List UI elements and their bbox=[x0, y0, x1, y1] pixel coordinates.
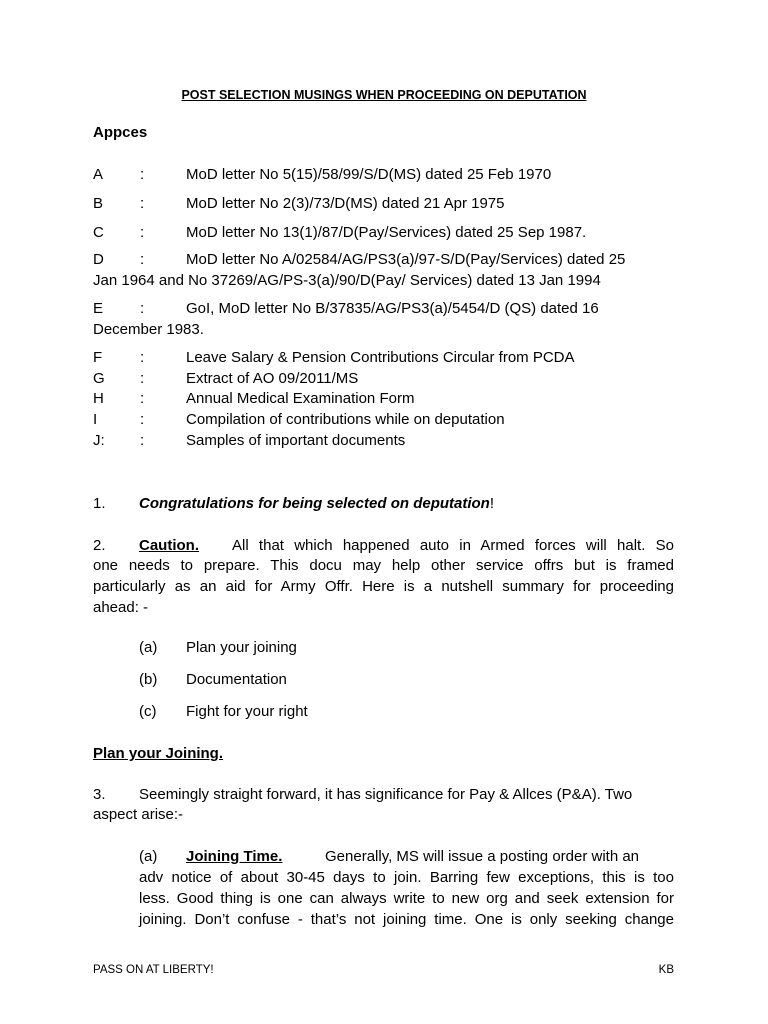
appendix-colon: : bbox=[140, 224, 145, 241]
appendix-label: D bbox=[93, 251, 104, 268]
paragraph-2-line4: ahead: - bbox=[93, 599, 149, 616]
appendix-label: I bbox=[93, 411, 98, 428]
paragraph-number: 1. bbox=[93, 495, 106, 512]
subparagraph-3a-line3: less. Good thing is one can always write to new org and seek extension for bbox=[139, 890, 674, 907]
joining-time-heading: Joining Time. bbox=[186, 848, 283, 865]
paragraph-1-tail: ! bbox=[489, 495, 495, 512]
summary-label: (a) bbox=[139, 639, 158, 656]
paragraph-1-text: Congratulations for being selected on deputation bbox=[139, 495, 490, 512]
paragraph-3-line2: aspect arise:- bbox=[93, 806, 184, 823]
summary-item bbox=[139, 701, 674, 722]
appendix-label: C bbox=[93, 224, 104, 241]
subparagraph-3a-line bbox=[139, 846, 674, 867]
summary-text: Documentation bbox=[186, 671, 287, 688]
appendices-heading: Appces bbox=[93, 124, 148, 141]
appendix-text: Leave Salary & Pension Contributions Circular from PCDA bbox=[186, 349, 575, 366]
section-heading: Plan your Joining. bbox=[93, 745, 224, 762]
appendix-colon: : bbox=[140, 349, 145, 366]
appendix-text: Samples of important documents bbox=[186, 432, 406, 449]
summary-item bbox=[139, 669, 674, 690]
appendix-label: B bbox=[93, 195, 104, 212]
appendix-label: H bbox=[93, 390, 104, 407]
appendix-text: MoD letter No A/02584/AG/PS3(a)/97-S/D(Pay/Services) dated 25 bbox=[186, 251, 626, 268]
paragraph-1-text-wrap bbox=[139, 493, 494, 514]
subparagraph-3a-line2: adv notice of about 30-45 days to join. Barring few exceptions, this is too bbox=[139, 869, 674, 886]
appendix-text: Annual Medical Examination Form bbox=[186, 390, 415, 407]
appendix-text: MoD letter No 2(3)/73/D(MS) dated 21 Apr 1975 bbox=[186, 195, 505, 212]
subparagraph-3a-line4: joining. Don’t confuse - that’s not joining time. One is only seeking change bbox=[139, 911, 674, 928]
appendix-text: MoD letter No 13(1)/87/D(Pay/Services) dated 25 Sep 1987. bbox=[186, 224, 587, 241]
appendix-label: F bbox=[93, 349, 103, 366]
appendix-text: December 1983. bbox=[93, 321, 204, 338]
paragraph-number: 2. bbox=[93, 537, 106, 554]
appendix-text: Extract of AO 09/2011/MS bbox=[186, 370, 359, 387]
subparagraph-label: (a) bbox=[139, 848, 158, 865]
paragraph-2-line1: All that which happened auto in Armed forces will halt. So bbox=[232, 537, 674, 554]
appendix-label: E bbox=[93, 300, 104, 317]
caution-heading: Caution. bbox=[139, 537, 199, 554]
appendix-text: GoI, MoD letter No B/37835/AG/PS3(a)/5454/D (QS) dated 16 bbox=[186, 300, 599, 317]
paragraph-2-line3: particularly as an aid for Army Offr. Here is a nutshell summary for proceeding bbox=[93, 578, 674, 595]
appendix-text: Compilation of contributions while on deputation bbox=[186, 411, 505, 428]
subparagraph-3a-line1: Generally, MS will issue a posting order with an bbox=[325, 848, 640, 865]
paragraph-3-line1: Seemingly straight forward, it has significance for Pay & Allces (P&A). Two bbox=[139, 786, 633, 803]
summary-label: (b) bbox=[139, 671, 158, 688]
appendix-colon: : bbox=[140, 166, 145, 183]
footer-left-text: PASS ON AT LIBERTY! bbox=[93, 964, 214, 976]
appendix-text: MoD letter No 5(15)/58/99/S/D(MS) dated 25 Feb 1970 bbox=[186, 166, 552, 183]
summary-label: (c) bbox=[139, 703, 157, 720]
appendix-colon: : bbox=[140, 195, 145, 212]
appendix-colon: : bbox=[140, 251, 145, 268]
document-title: POST SELECTION MUSINGS WHEN PROCEEDING ON DEPUTATION bbox=[181, 88, 587, 102]
appendix-label: G bbox=[93, 370, 105, 387]
appendix-text: Jan 1964 and No 37269/AG/PS-3(a)/90/D(Pay/ Services) dated 13 Jan 1994 bbox=[93, 272, 601, 289]
summary-text: Plan your joining bbox=[186, 639, 297, 656]
appendix-colon: : bbox=[140, 432, 145, 449]
paragraph-2-heading-wrap bbox=[139, 535, 199, 556]
appendix-colon: : bbox=[140, 390, 145, 407]
appendix-colon: : bbox=[140, 411, 145, 428]
paragraph-2-line2: one needs to prepare. This docu may help other service offrs but is framed bbox=[93, 557, 674, 574]
summary-text: Fight for your right bbox=[186, 703, 308, 720]
appendix-colon: : bbox=[140, 370, 145, 387]
footer-right-text: KB bbox=[658, 964, 674, 976]
summary-item bbox=[139, 637, 674, 658]
appendix-label: J: bbox=[93, 432, 105, 449]
appendix-colon: : bbox=[140, 300, 145, 317]
paragraph-number: 3. bbox=[93, 786, 106, 803]
section-heading-wrap bbox=[93, 743, 674, 764]
appendix-label: A bbox=[93, 166, 104, 183]
